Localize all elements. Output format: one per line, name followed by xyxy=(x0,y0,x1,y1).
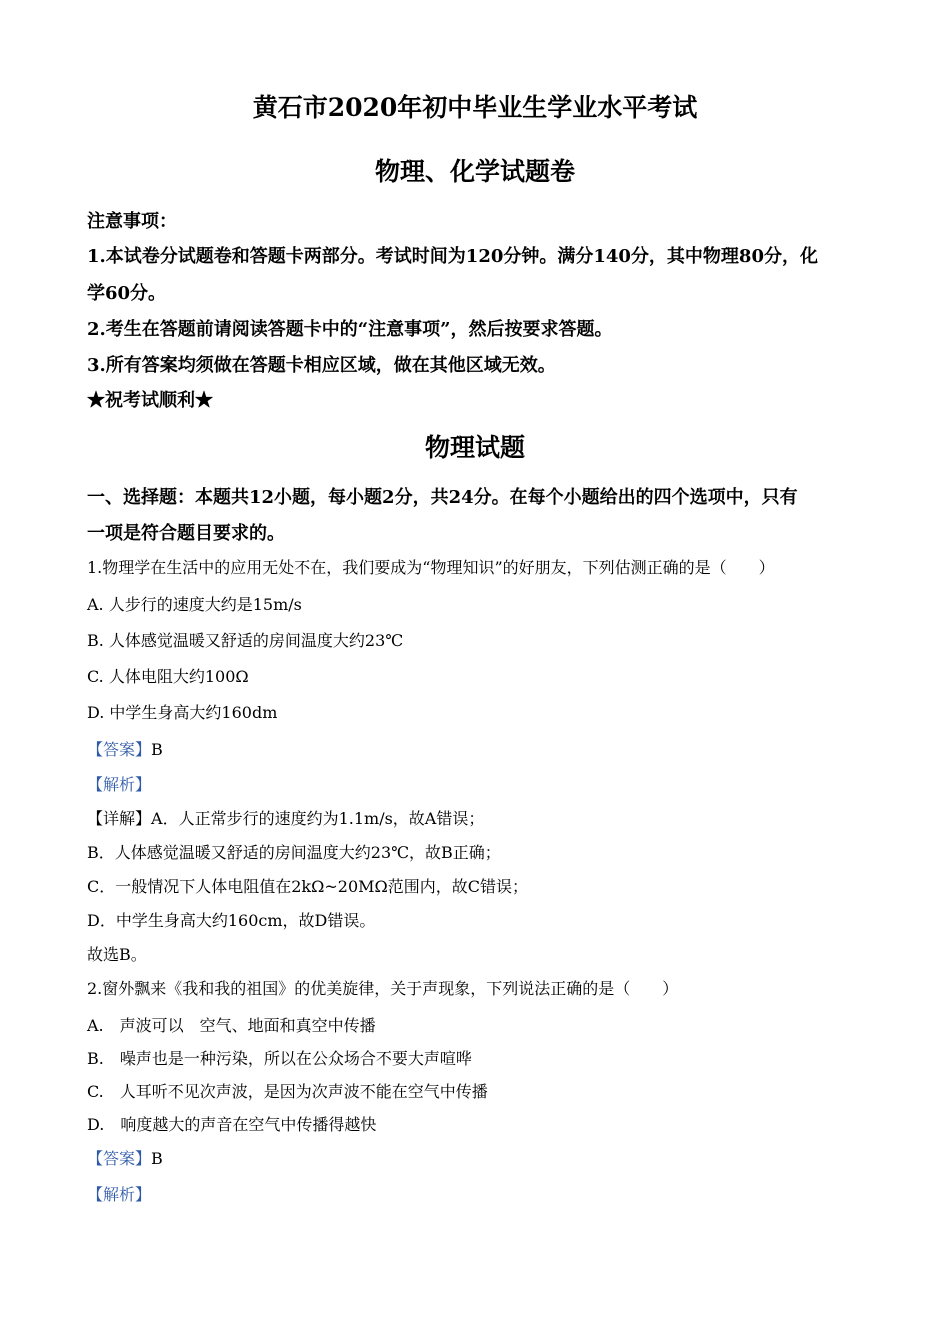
q2-stem: 2.窗外飘来《我和我的祖国》的优美旋律，关于声现象，下列说法正确的是（ ） xyxy=(87,979,679,998)
q2-analysis xyxy=(87,1182,151,1205)
analysis-label: 【解析】 xyxy=(87,1185,152,1204)
q1-analysis xyxy=(87,772,151,795)
q1-stem: 1.物理学在生活中的应用无处不在，我们要成为“物理知识”的好朋友，下列估测正确的是（ ） xyxy=(87,558,775,577)
q1-answer xyxy=(87,737,163,760)
physics-section-title: 物理试题 xyxy=(424,433,525,462)
answer-value: B xyxy=(151,1149,163,1168)
part1-instructions-cont: 一项是符合题目要求的。 xyxy=(87,523,285,544)
q2-option-b: B. 噪声也是一种污染，所以在公众场合不要大声喧哗 xyxy=(87,1049,472,1068)
q1-option-b: B. 人体感觉温暖又舒适的房间温度大约23℃ xyxy=(87,631,404,650)
q1-option-c: C. 人体电阻大约100Ω xyxy=(87,667,249,686)
notice-heading: 注意事项： xyxy=(87,211,177,232)
q2-answer xyxy=(87,1146,163,1169)
wish-line: ★祝考试顺利★ xyxy=(87,390,213,411)
exam-subtitle: 物理、化学试题卷 xyxy=(374,157,575,186)
notice-item-1: 1.本试卷分试题卷和答题卡两部分。考试时间为120分钟。满分140分，其中物理80分，化 xyxy=(87,246,818,267)
q1-detail-a xyxy=(87,806,484,829)
q2-option-a: A. 声波可以 空气、地面和真空中传播 xyxy=(87,1016,376,1035)
q1-detail-d: D．中学生身高大约160cm，故D错误。 xyxy=(87,911,376,930)
exam-title: 黄石市2020年初中毕业生学业水平考试 xyxy=(252,93,698,122)
part1-instructions: 一、选择题：本题共12小题，每小题2分，共24分。在每个小题给出的四个选项中，只有 xyxy=(87,487,798,508)
detail-label: 【详解】 xyxy=(87,809,152,828)
answer-value: B xyxy=(151,740,163,759)
answer-label: 【答案】 xyxy=(87,1149,152,1168)
q1-option-d: D. 中学生身高大约160dm xyxy=(87,703,278,722)
notice-item-3: 3.所有答案均须做在答题卡相应区域，做在其他区域无效。 xyxy=(87,355,556,376)
detail-text: A．人正常步行的速度约为1.1m/s，故A错误； xyxy=(151,809,485,828)
q1-detail-c: C．一般情况下人体电阻值在2kΩ~20MΩ范围内，故C错误； xyxy=(87,877,529,896)
notice-item-1-cont: 学60分。 xyxy=(87,283,167,304)
q1-option-a: A. 人步行的速度大约是15m/s xyxy=(87,595,302,614)
answer-label: 【答案】 xyxy=(87,740,152,759)
q2-option-d: D. 响度越大的声音在空气中传播得越快 xyxy=(87,1115,377,1134)
q1-detail-b: B．人体感觉温暖又舒适的房间温度大约23℃，故B正确； xyxy=(87,843,501,862)
q1-conclusion: 故选B。 xyxy=(87,945,147,964)
q2-option-c: C. 人耳听不见次声波，是因为次声波不能在空气中传播 xyxy=(87,1082,488,1101)
analysis-label: 【解析】 xyxy=(87,775,152,794)
notice-item-2: 2.考生在答题前请阅读答题卡中的“注意事项”，然后按要求答题。 xyxy=(87,319,613,340)
